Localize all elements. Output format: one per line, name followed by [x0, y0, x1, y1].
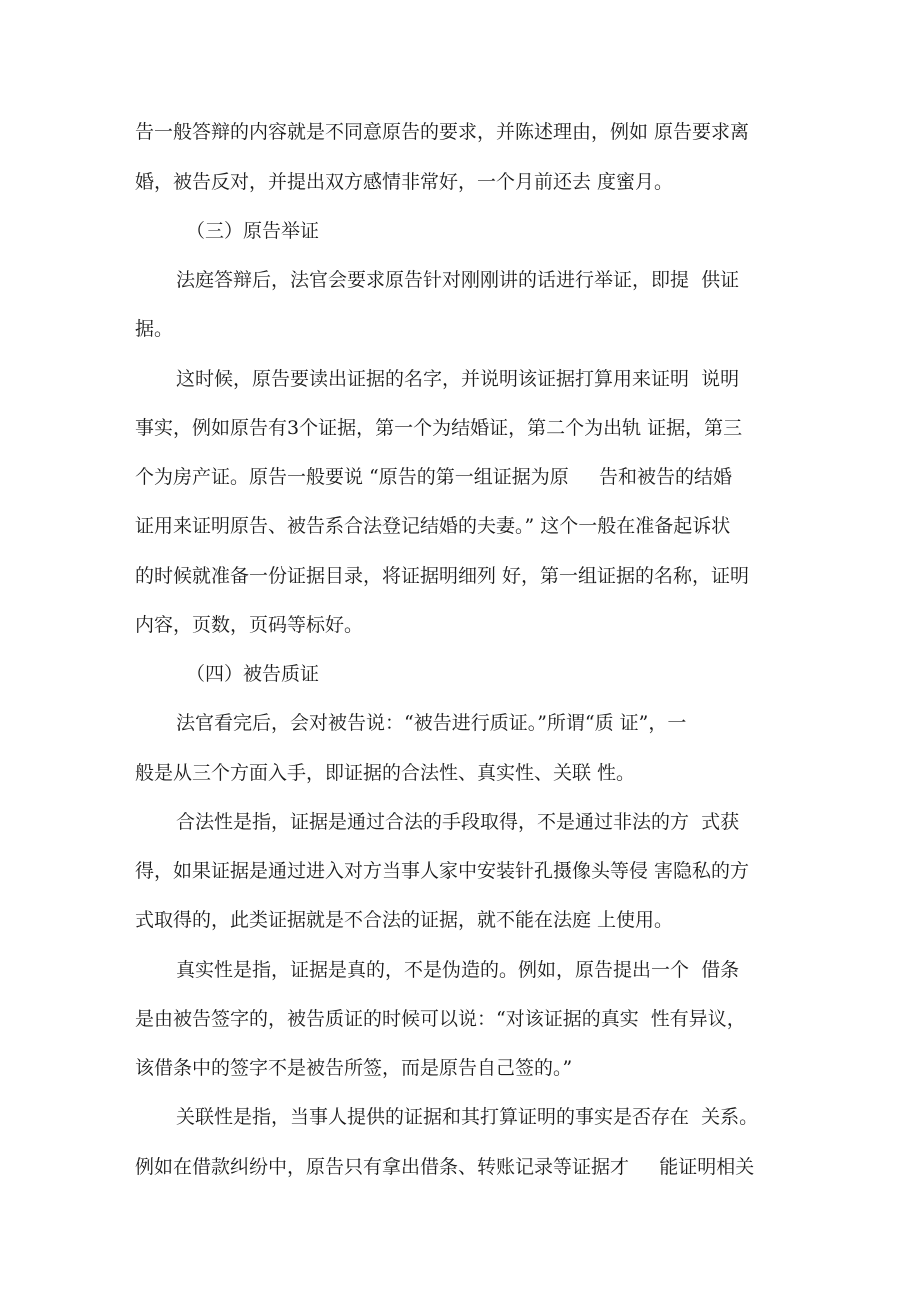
body-text-line: 证用来证明原告、被告系合法登记结婚的夫妻。” 这个一般在准备起诉状 [135, 515, 731, 537]
body-text-line: 据。 [135, 318, 174, 340]
section-heading-3: （三）原告举证 [186, 220, 320, 242]
body-text-line: 告一般答辩的内容就是不同意原告的要求，并陈述理由，例如 原告要求离 [135, 121, 750, 143]
body-text-line: 真实性是指，证据是真的，不是伪造的。例如，原告提出一个 借条 [176, 959, 740, 981]
body-text-line: 法庭答辩后，法官会要求原告针对刚刚讲的话进行举证，即提 供证 [176, 269, 740, 291]
body-text-line: 是由被告签字的，被告质证的时候可以说：“对该证据的真实 性有异议， [135, 1008, 746, 1030]
body-text-line: 般是从三个方面入手，即证据的合法性、真实性、关联 性。 [135, 762, 636, 784]
body-text-line: 式取得的，此类证据就是不合法的证据，就不能在法庭 上使用。 [135, 909, 674, 931]
body-text-line: 合法性是指，证据是通过合法的手段取得，不是通过非法的方 式获 [176, 811, 740, 833]
body-text-line: 例如在借款纠纷中，原告只有拿出借条、转账记录等证据才 能证明相关 [135, 1156, 755, 1178]
body-text-line: 法官看完后，会对被告说：“被告进行质证。”所谓“质 证”，一 [176, 712, 687, 734]
body-text-line: 内容，页数，页码等标好。 [135, 614, 364, 636]
body-text-line: 婚，被告反对，并提出双方感情非常好，一个月前还去 度蜜月。 [135, 171, 674, 193]
body-text-line: 关联性是指，当事人提供的证据和其打算证明的事实是否存在 关系。 [176, 1106, 759, 1128]
body-text-line: 这时候，原告要读出证据的名字，并说明该证据打算用来证明 说明 [176, 368, 740, 390]
body-text-line: 该借条中的签字不是被告所签，而是原告自己签的。” [135, 1057, 573, 1079]
body-text-line: 事实，例如原告有3个证据，第一个为结婚证，第二个为出轨 证据，第三 [135, 417, 743, 439]
section-heading-4: （四）被告质证 [186, 663, 320, 685]
body-text-line: 得，如果证据是通过进入对方当事人家中安装针孔摄像头等侵 害隐私的方 [135, 860, 750, 882]
body-text-line: 的时候就准备一份证据目录，将证据明细列 好，第一组证据的名称，证明 [135, 565, 750, 587]
body-text-line: 个为房产证。原告一般要说 “原告的第一组证据为原 告和被告的结婚 [135, 466, 732, 488]
